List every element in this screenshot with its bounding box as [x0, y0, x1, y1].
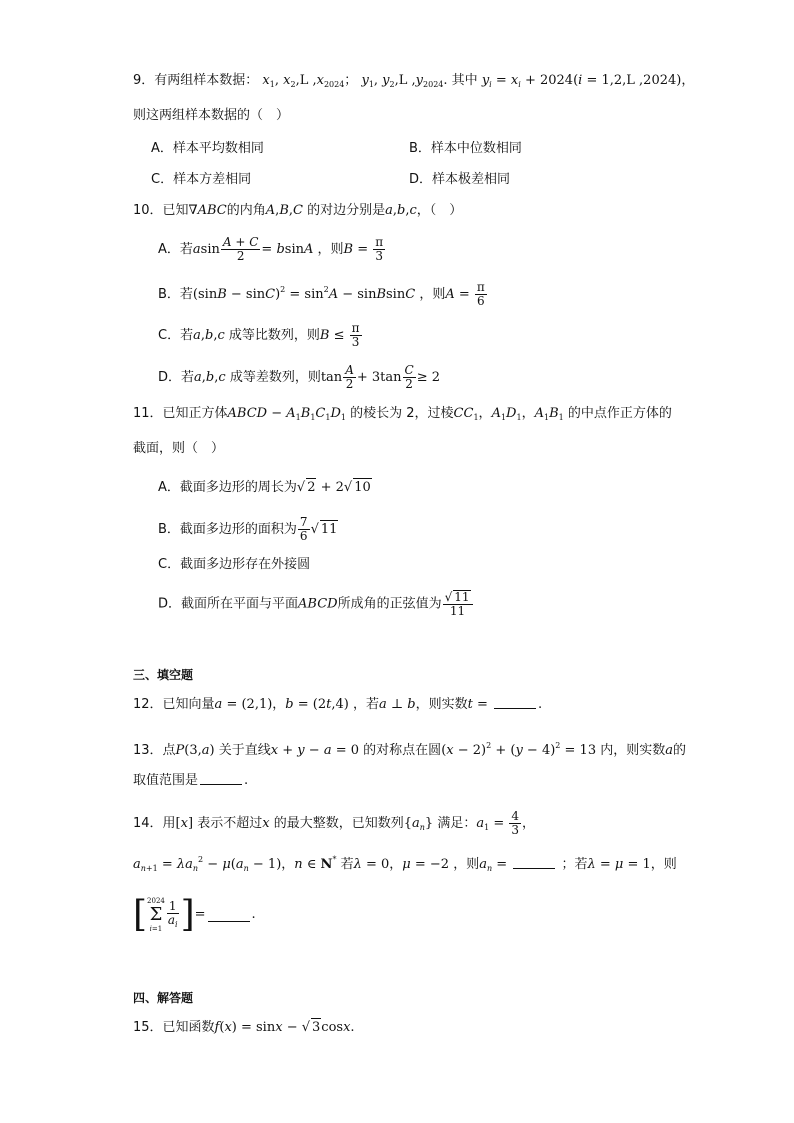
q10-option-c: C．若a,b,c 成等比数列，则B ≤ $\frac{\pi}{3}$ [158, 321, 360, 349]
q14-stem-line3: [ 2024 Σ i=1 $\frac{1}{a_i}$ ] = . [133, 894, 256, 935]
q12-answer-blank[interactable] [494, 696, 536, 709]
q12-stem: 12．已知向量a = (2,1)，b = (2t,4) ，若a ⊥ b，则实数t = . [133, 697, 543, 712]
q10-option-a: A．若asin $\frac{A + C}{2}$ = bsinA ，则B = $\frac{\pi}{3}$ [158, 235, 384, 263]
q9-stem-a: 9．有两组样本数据： [133, 73, 259, 88]
section-4-title: 四、解答题 [133, 991, 194, 1005]
q9-stem-line2: 则这两组样本数据的（ ） [133, 108, 290, 123]
q13-stem: 13．点P(3,a) 关于直线x + y − a = 0 的对称点在圆$(x - 2)^2 + (y - 4)^2 = 13$ 内，则实数a的 [133, 741, 687, 758]
q11-option-a: A．截面多边形的周长为√ 2 + 2√ 10 [158, 480, 371, 495]
q11-stem: 11．已知正方体ABCD − $A_1B_1C_1D_1$ 的棱长为 2，过棱$CC_1$，$A_1D_1$，$A_1B_1$ 的中点作正方体的 [133, 406, 672, 422]
q11-stem-line2: 截面，则（ ） [133, 441, 225, 456]
q14-stem: 14．用[x] 表示不超过x 的最大整数，已知数列$\{a_n\}$ 满足：$a_1$ = $\frac{4}{3}$ ， [133, 809, 536, 837]
q11-option-c: C．截面多边形存在外接圆 [158, 557, 311, 572]
q14-answer-blank-1[interactable] [513, 856, 555, 869]
q14-stem-line2: $a_{n+1} = \lambda a_n^2 - \mu(a_n - 1)$，n ∈ N* 若λ = 0，μ = −2 ，则$a_n$ = ；若λ = μ = 1，则 [133, 855, 677, 873]
q13-answer-blank[interactable] [200, 772, 242, 785]
q15-stem: 15．已知函数f(x) = sinx − √ 3cosx. [133, 1020, 355, 1035]
section-3-title: 三、填空题 [133, 668, 194, 682]
q10-option-d: D．若a,b,c 成等差数列，则tan $\frac{A}{2}$ + 3tan $\frac{C}{2}$ ≥ 2 [158, 363, 440, 391]
q9-option-a: A．样本平均数相同 [151, 141, 264, 156]
q11-option-b: B．截面多边形的面积为 $\frac{7}{6}$ √ 11 [158, 515, 338, 543]
q9-stem-b: 其中 [451, 73, 478, 88]
q10-option-b: B．若$(\sin B - \sin C)^2 = \sin^2A$ − sinBsinC ，则A = $\frac{\pi}{6}$ [158, 280, 485, 308]
q11-option-d: D．截面所在平面与平面ABCD所成角的正弦值为 $\frac{√ 11}{11}$ [158, 590, 474, 618]
q9-stem: 9．有两组样本数据： $x_1$, $x_2,L$ $,x_{2024}$； $y_1$, $y_2,L$ $,y_{2024}$. 其中 $y_i = x_i + 2024(i = 1,2,L$ ,2024)， [133, 73, 695, 89]
q10-stem: 10．已知∇ABC的内角A,B,C 的对边分别是a,b,c，（ ） [133, 203, 463, 218]
q14-answer-blank-2[interactable] [208, 909, 250, 922]
q13-stem-line2: 取值范围是 . [133, 773, 249, 788]
q9-option-b: B．样本中位数相同 [409, 141, 522, 156]
q9-option-d: D．样本极差相同 [409, 172, 511, 187]
q9-option-c: C．样本方差相同 [151, 172, 252, 187]
